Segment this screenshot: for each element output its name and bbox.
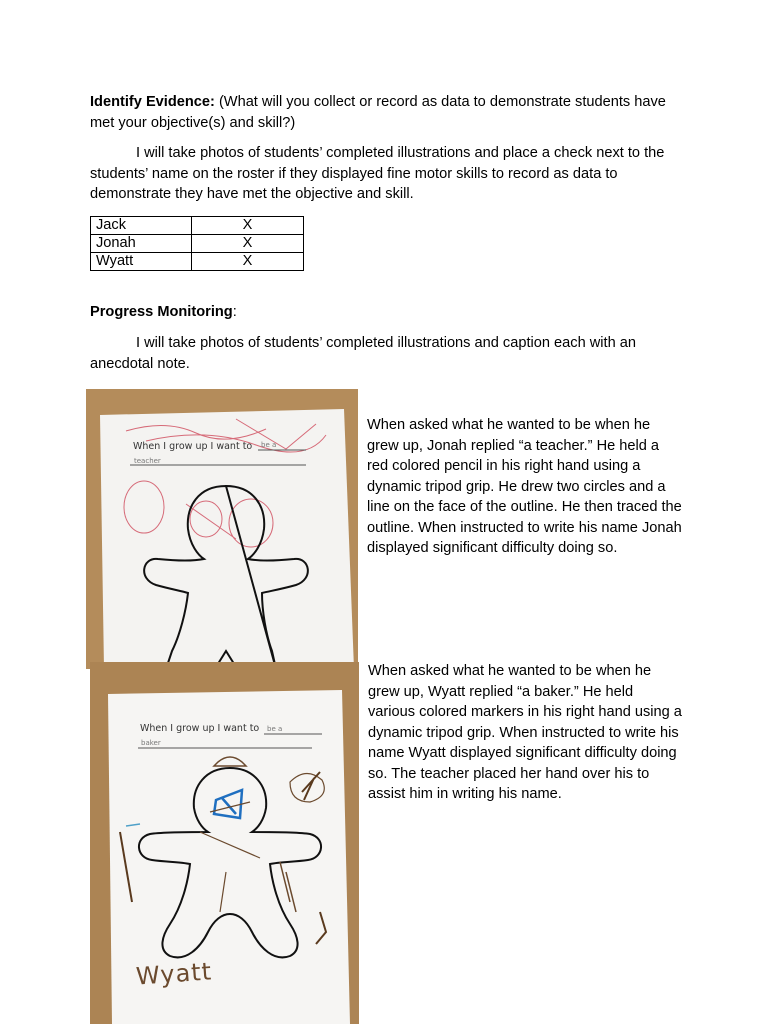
progress-monitoring-paragraph — [90, 302, 670, 323]
worksheet-prompt: When I grow up I want to — [133, 441, 253, 452]
worksheet-prompt: When I grow up I want to — [140, 723, 260, 734]
handwritten-answer: be a — [261, 441, 277, 449]
progress-monitoring-heading: Progress Monitoring — [90, 304, 233, 320]
student-name: Jack — [91, 217, 192, 235]
jonah-caption: When asked what he wanted to be when he grew up, Jonah replied “a teacher.” He held a red colored pencil in his right hand using a dynamic tripod grip. He drew two circles and a line on the face of the outline. He then traced the outline. When instructed to write his name Jonah displayed significant difficulty doing so. — [367, 417, 682, 556]
jonah-worksheet-image — [86, 389, 358, 669]
handwritten-answer: teacher — [134, 457, 161, 465]
table-row — [91, 235, 304, 253]
check-mark: X — [192, 217, 304, 235]
heading-colon: : — [232, 304, 237, 320]
table-row — [91, 217, 304, 235]
check-mark: X — [192, 253, 304, 271]
check-mark: X — [192, 235, 304, 253]
wyatt-caption: When asked what he wanted to be when he grew up, Wyatt replied “a baker.” He held various colored markers in his right hand using a dynamic tripod grip. When instructed to write his name Wyatt displayed significant difficulty doing so. The teacher placed her hand over his to assist him in writing his name. — [368, 663, 682, 802]
identify-evidence-heading: Identify Evidence: — [90, 94, 215, 110]
identify-evidence-paragraph — [90, 92, 670, 133]
progress-monitoring-body: I will take photos of students’ completed illustrations and caption each with an anecdotal note. — [90, 335, 636, 372]
wyatt-worksheet-photo — [90, 662, 359, 1024]
wyatt-worksheet-image — [90, 662, 359, 1024]
student-name: Jonah — [91, 235, 192, 253]
student-name: Wyatt — [91, 253, 192, 271]
handwritten-answer: baker — [141, 739, 161, 747]
student-signature: Wyatt — [135, 957, 213, 991]
handwritten-answer: be a — [267, 725, 283, 733]
identify-evidence-question: (What will you collect or record as data to demonstrate students have met your objective(s) and skill?) — [90, 94, 666, 131]
jonah-worksheet-photo — [86, 389, 358, 669]
identify-evidence-body: I will take photos of students’ completed illustrations and place a check next to the students’ name on the roster if they displayed fine motor skills to record as data to demonstrate they have met the objective and skill. — [90, 145, 665, 202]
roster-table — [90, 216, 304, 271]
table-row — [91, 253, 304, 271]
